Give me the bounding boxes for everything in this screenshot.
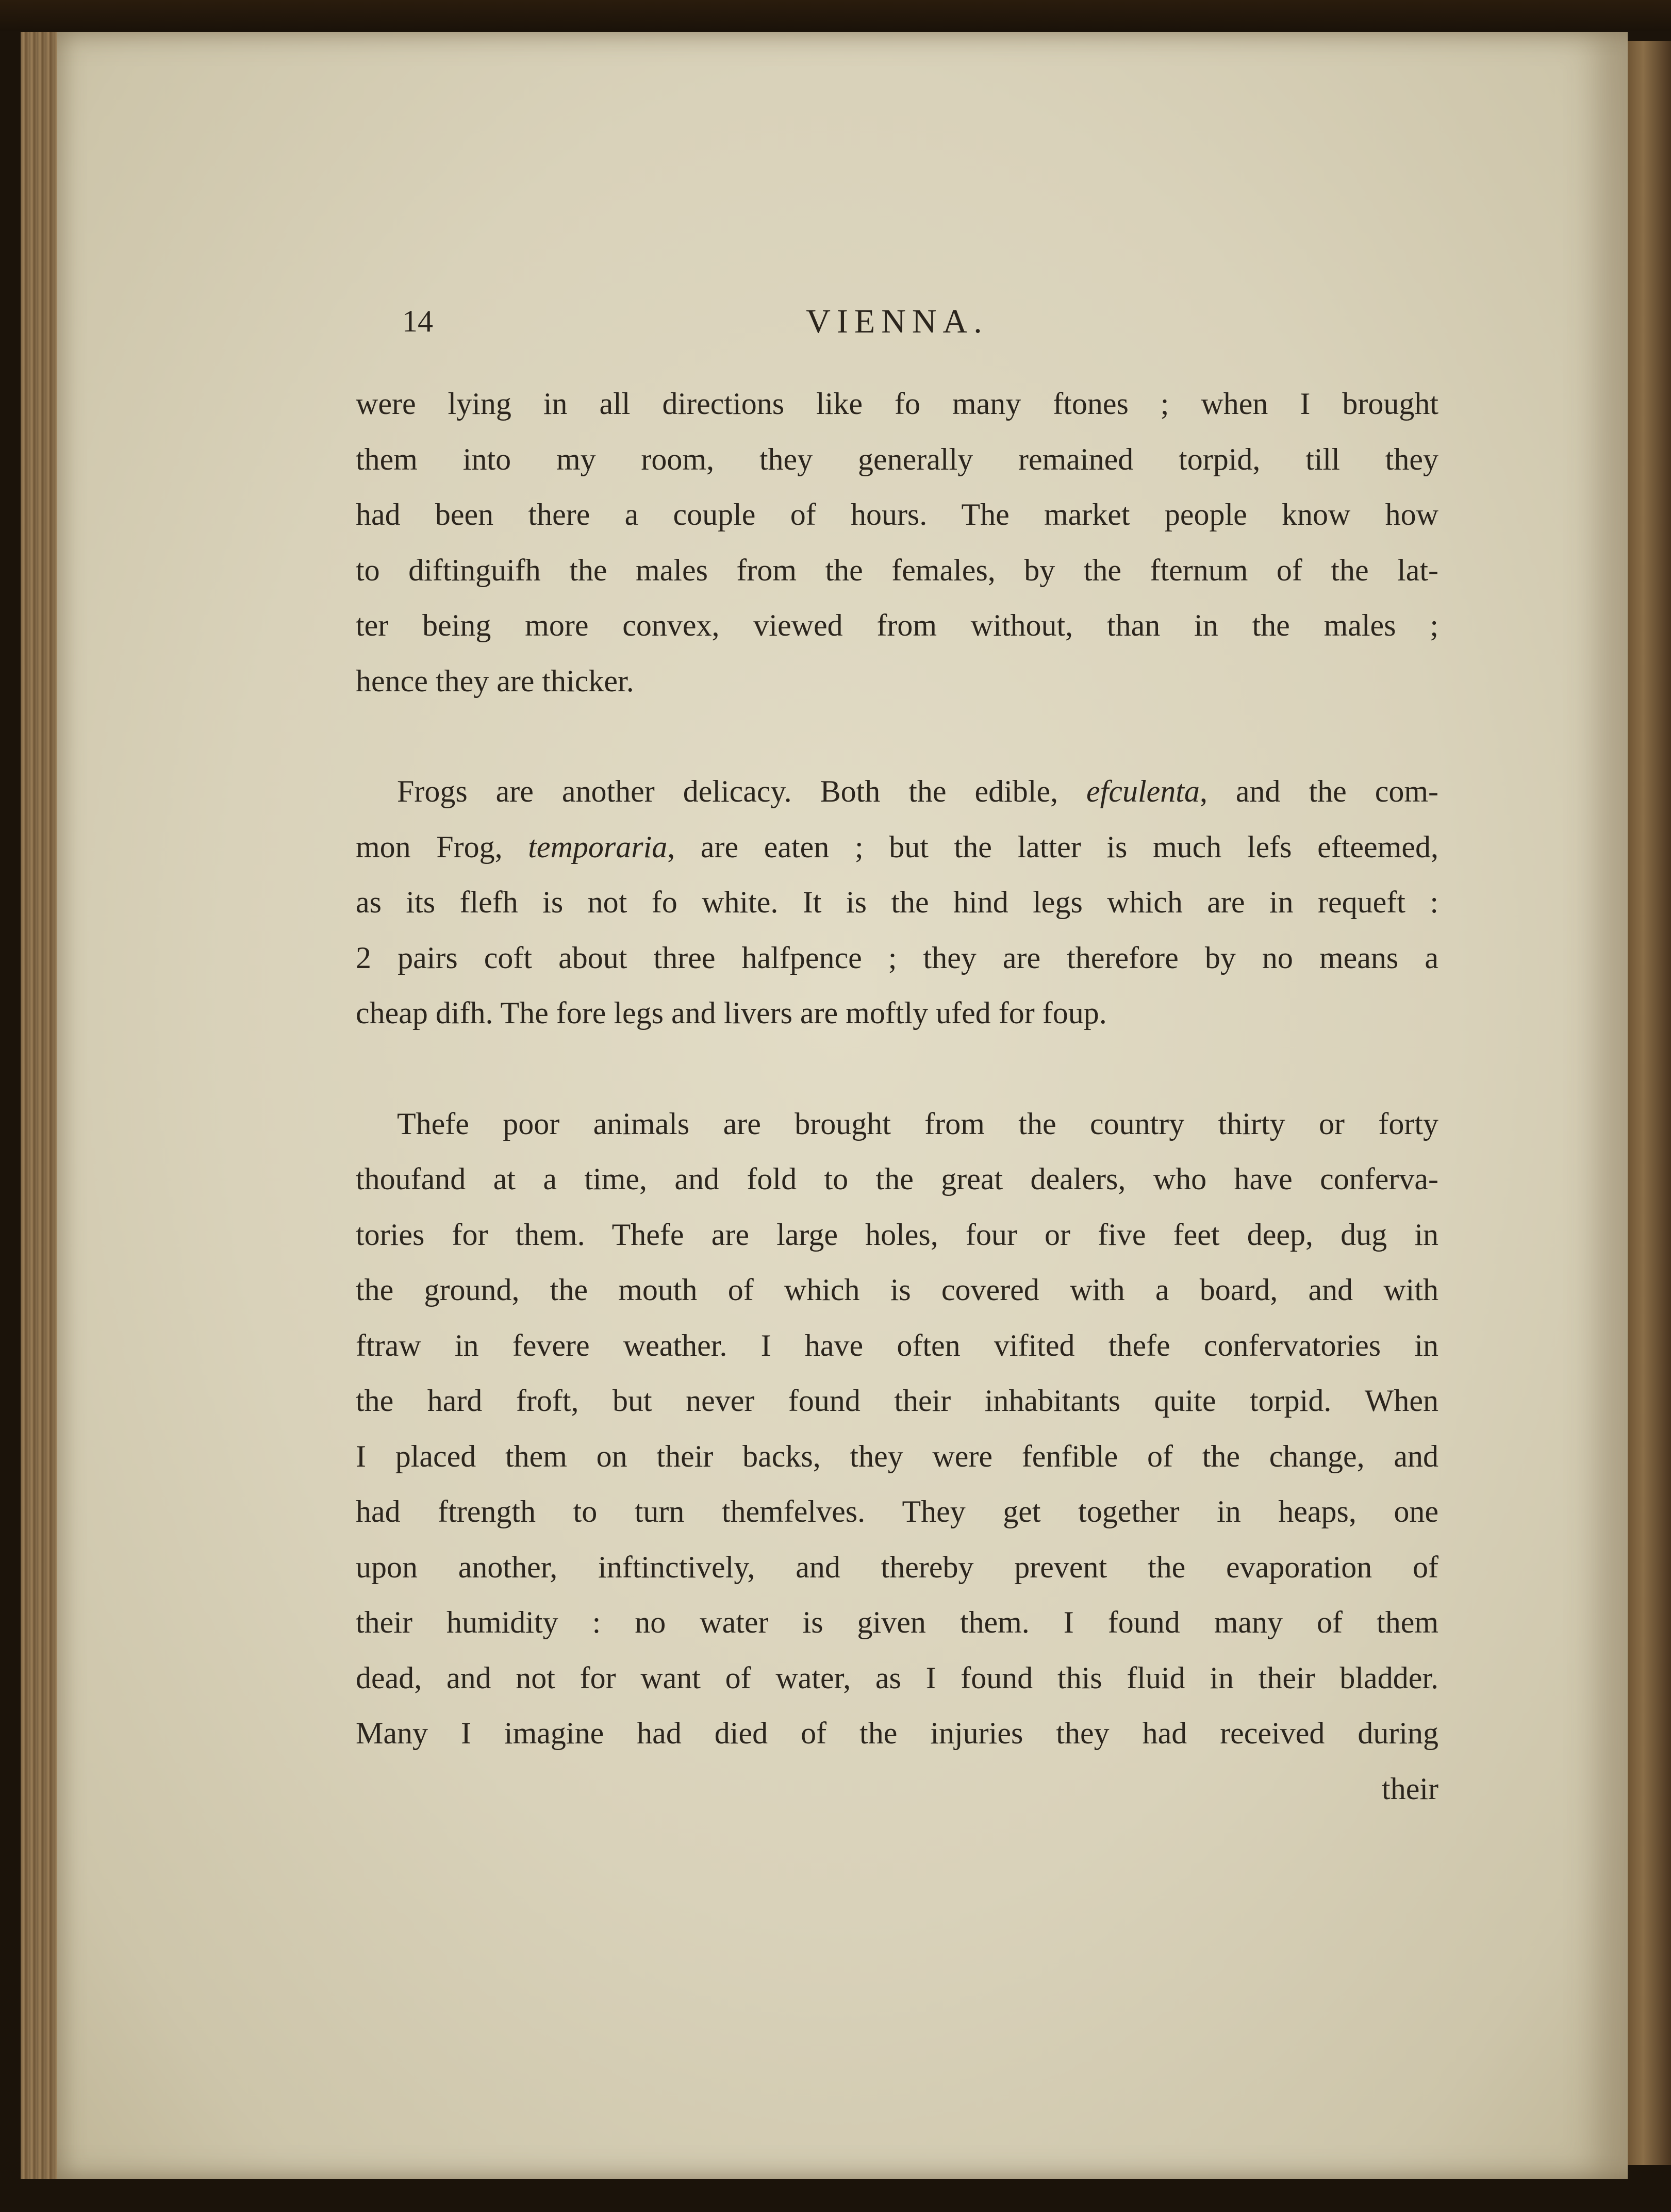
paragraph-2 [356,764,1438,1041]
catchword: their [1382,1771,1438,1806]
text-run: , are eaten ; but the latter is much lefs efteemed, [667,829,1438,864]
text-line: Many I imagine had died of the injuries they had received during [356,1716,1438,1750]
text-line: had been there a couple of hours. The market people know how [356,497,1438,531]
italic-term: temporaria [528,829,668,864]
text-run: , and the com- [1199,774,1438,808]
page-header [356,294,1438,351]
page-stack-edge [21,32,57,2179]
text-line: upon another, inftinctively, and thereby prevent the evaporation of [356,1550,1438,1584]
text-line [356,820,1438,875]
text-run: Frogs are another delicacy. Both the edible, [397,774,1087,808]
text-line: the hard froft, but never found their inhabitants quite torpid. When [356,1384,1438,1418]
paragraph-3 [356,1096,1438,1817]
text-line: hence they are thicker. [356,663,634,698]
text-line: as its flefh is not fo white. It is the hind legs which are in requeft : [356,885,1438,919]
text-line: them into my room, they generally remained torpid, till they [356,442,1438,476]
text-line: cheap difh. The fore legs and livers are moftly ufed for foup. [356,996,1107,1030]
text-line: their humidity : no water is given them. I found many of them [356,1605,1438,1639]
text-line: tories for them. Thefe are large holes, four or five feet deep, dug in [356,1217,1438,1252]
text-line: Thefe poor animals are brought from the country thirty or forty [397,1106,1438,1141]
text-line: ter being more convex, viewed from without, than in the males ; [356,608,1438,642]
text-line: thoufand at a time, and fold to the great dealers, who have conferva- [356,1162,1438,1196]
text-line: were lying in all directions like fo many ftones ; when I brought [356,387,1438,421]
page-number: 14 [402,304,433,338]
page-text-block [356,294,1438,1817]
text-line: to diftinguifh the males from the females, by the fternum of the lat- [356,553,1438,587]
text-line: the ground, the mouth of which is covered with a board, and with [356,1273,1438,1307]
running-head: VIENNA. [806,303,988,340]
text-line: ftraw in fevere weather. I have often vifited thefe confervatories in [356,1328,1438,1362]
text-line: 2 pairs coft about three halfpence ; they are therefore by no means a [356,940,1438,975]
text-line: I placed them on their backs, they were fenfible of the change, and [356,1439,1438,1473]
text-line: had ftrength to turn themfelves. They get together in heaps, one [356,1494,1438,1528]
text-line: dead, and not for want of water, as I found this fluid in their bladder. [356,1660,1438,1695]
italic-term: efculenta [1086,774,1200,808]
facing-page-edge [1625,41,1671,2165]
book-cover-edge [0,0,1671,31]
text-run: mon Frog, [356,829,528,864]
text-line [356,764,1438,820]
paragraph-1 [356,376,1438,709]
